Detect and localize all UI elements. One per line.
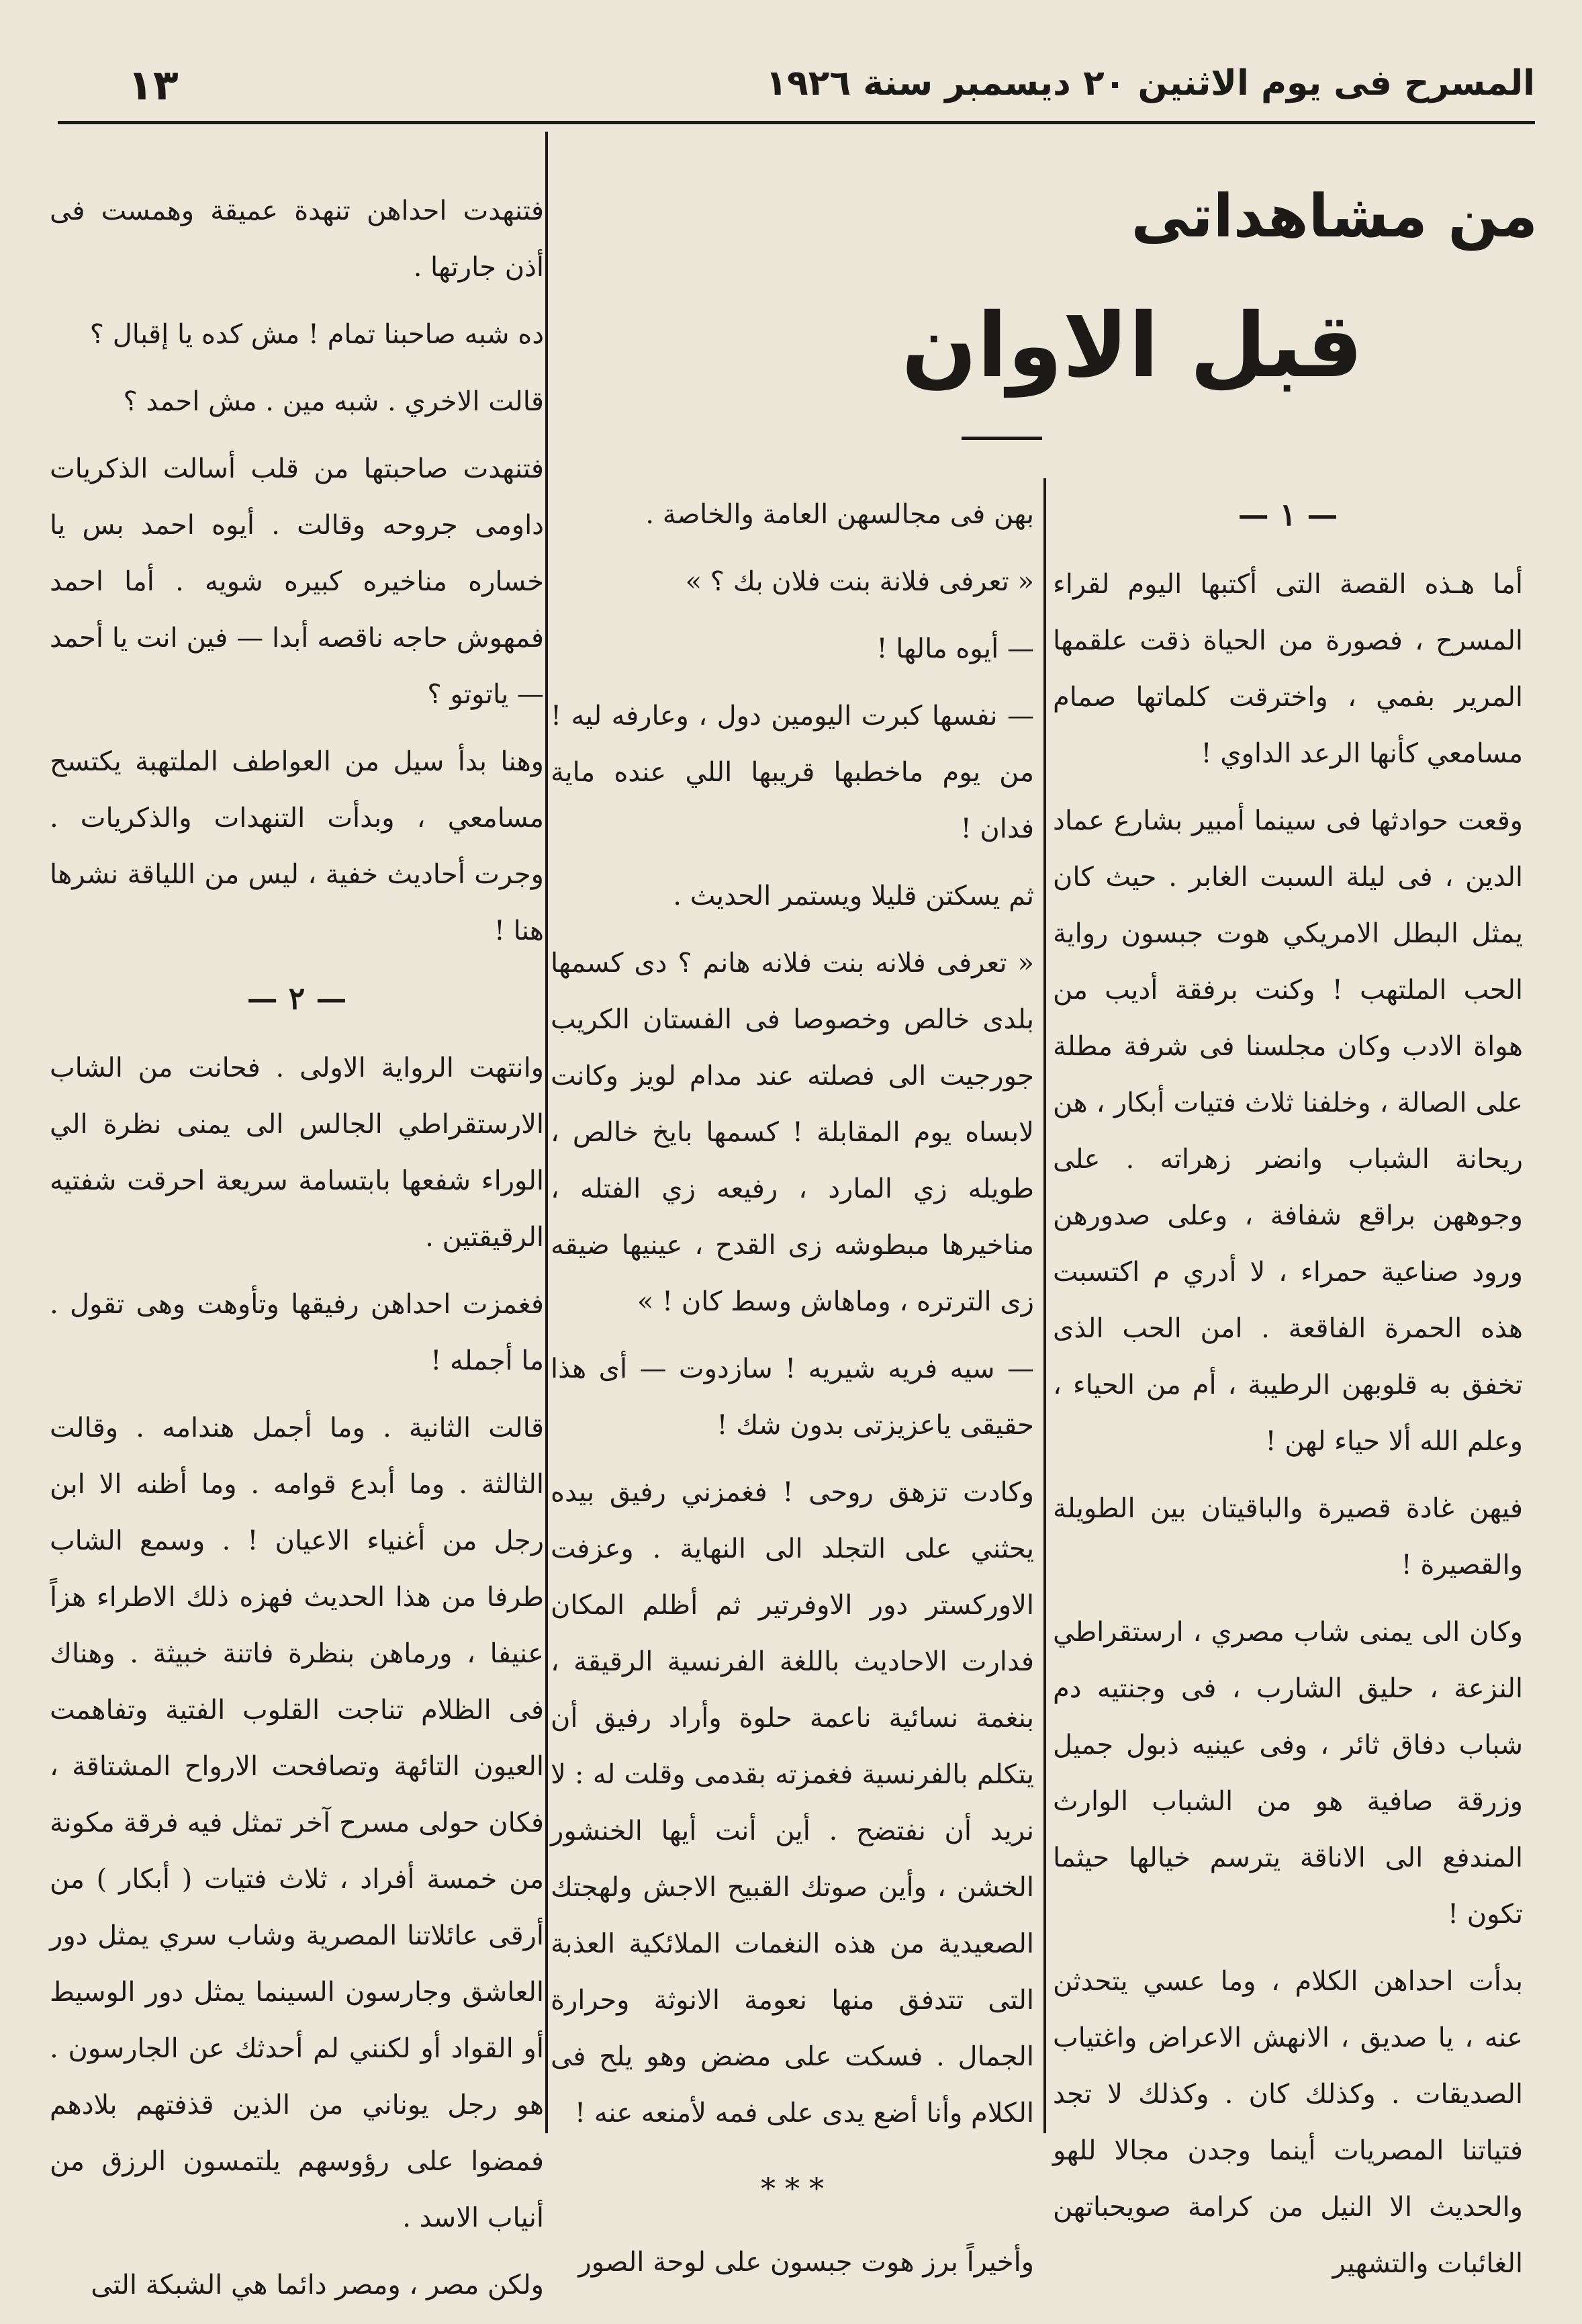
- paragraph: وأخيراً برز هوت جبسون على لوحة الصور: [578, 2247, 1034, 2278]
- paragraph: « تعرفى فلانة بنت فلان بك ؟ »: [685, 566, 1034, 597]
- section-number-1: — ١ —: [1238, 496, 1338, 533]
- paragraph: — أيوه مالها !: [876, 633, 1034, 664]
- column-divider-left: [545, 132, 548, 2133]
- page-number: ١٣: [128, 60, 179, 109]
- section-number-2: — ٢ —: [246, 980, 347, 1016]
- paragraph: وكان الى يمنى شاب مصري ، ارستقراطي النزعة ، حليق الشارب ، فى وجنتيه دم شباب دفاق ثائر ، وفى عينيه ذبول جميل وزرقة صافية هو من الشباب الوارث المندفع الى الاناقة يترسم خيالها حيثما تكون !: [1053, 1617, 1523, 1930]
- paragraph: فغمزت احداهن رفيقها وتأوهت وهى تقول . ما أجمله !: [50, 1289, 544, 1376]
- paragraph: فتنهدت احداهن تنهدة عميقة وهمست فى أذن جارتها .: [50, 195, 544, 283]
- paragraph: ولكن مصر ، ومصر دائما هي الشبكة التى: [91, 2270, 544, 2300]
- paragraph: بهن فى مجالسهن العامة والخاصة .: [645, 499, 1034, 530]
- paragraph: قالت الاخري . شبه مين . مش احمد ؟: [123, 386, 544, 417]
- paragraph: — نفسها كبرت اليومين دول ، وعارفه ليه ! من يوم ماخطبها قريبها اللي عنده ماية فدان !: [551, 701, 1034, 844]
- column-left: [50, 183, 544, 2324]
- paragraph: وقعت حوادثها فى سينما أمبير بشارع عماد الدين ، فى ليلة السبت الغابر . حيث كان يمثل البطل الامريكي هوت جبسون رواية الحب الملتهب ! وكنت برفقة أديب من هواة الادب وكان مجلسنا فى شرفة مطلة على الصالة ، وخلفنا ثلاث فتيات أبكار ، هن ريحانة الشباب وانضر زهراته . على وجوههن براقع شفافة ، وعلى صدورهن ورود صناعية حمراء ، لا أدري م اكتسبت هذه الحمرة الفاقعة . امن الحب الذى تخفق به قلوبهن الرطيبة ، أم من الحياء ، وعلم الله ألا حياء لهن !: [1053, 805, 1523, 1457]
- paragraph: قالت الثانية . وما أجمل هندامه . وقالت الثالثة . وما أبدع قوامه . وما أظنه الا ابن رجل من أغنياء الاعيان ! . وسمع الشاب طرفا من هذا الحديث فهزه ذلك الاطراء هزاً عنيفا ، ورماهن بنظرة فاتنة خبيثة . وهناك فى الظلام تناجت القلوب الفتية وتفاهمت العيون التائهة وتصافحت الارواح المشتاقة ، فكان حولى مسرح آخر تمثل فيه فرقة مكونة من خمسة أفراد ، ثلاث فتيات ( أبكار ) من أرقى عائلاتنا المصرية وشاب سري يمثل دور العاشق وجارسون السينما يمثل دور الوسيط أو القواد أو لكنني لم أحدثك عن الجارسون . هو رجل يوناني من الذين قذفتهم بلادهم فمضوا على رؤوسهم يلتمسون الرزق من أنياب الاسد .: [50, 1413, 545, 2233]
- paragraph: فتنهدت صاحبتها من قلب أسالت الذكريات داومى جروحه وقالت . أيوه احمد بس يا خساره مناخيره كبيره شويه . أما احمد فمهوش حاجه ناقصه أبدا — فين انت يا أحمد — ياتوتو ؟: [50, 453, 544, 710]
- paragraph: — سيه فريه شيريه ! سازدوت — أى هذا حقيقى ياعزيزتى بدون شك !: [551, 1353, 1034, 1441]
- column-right: [1053, 486, 1523, 2303]
- paragraph: أما هـذه القصة التى أكتبها اليوم لقراء المسرح ، فصورة من الحياة ذقت علقمها المرير بفمي ، واخترقت كلماتها صمام مسامعي كأنها الرعد الداوي !: [1053, 569, 1523, 769]
- paragraph: ثم يسكتن قليلا ويستمر الحديث .: [673, 881, 1034, 911]
- paragraph: فيهن غادة قصيرة والباقيتان بين الطويلة والقصيرة !: [1053, 1493, 1523, 1580]
- paragraph: ده شبه صاحبنا تمام ! مش كده يا إقبال ؟: [89, 319, 544, 350]
- article-headline: قبل الاوان: [901, 294, 1363, 398]
- headline-separator: [962, 437, 1042, 440]
- column-middle: [551, 486, 1034, 2301]
- paragraph: « تعرفى فلانه بنت فلانه هانم ؟ دى كسمها بلدى خالص وخصوصا فى الفستان الكريب جورجيت الى فصلته عند مدام لويز وكانت لابساه يوم المقابلة ! كسمها بايخ خالص ، طويله زي المارد ، رفيعه زي الفتله ، مناخيرها مبطوشه زى القدح ، عينيها ضيقه زى الترتره ، وماهاش وسط كان ! »: [551, 948, 1034, 1317]
- paragraph: بدأت احداهن الكلام ، وما عسي يتحدثن عنه ، يا صديق ، الانهش الاعراض واغتياب الصديقات . وكذلك كان . وكذلك لا تجد فتياتنا المصريات أينما وجدن مجالا للهو والحديث الا النيل من كرامة صويحباتهن الغائبات والتشهير: [1053, 1966, 1524, 2279]
- article-kicker: من مشاهداتى: [1131, 181, 1538, 251]
- header-rule: [58, 121, 1535, 124]
- paragraph: وانتهت الرواية الاولى . فحانت من الشاب الارستقراطي الجالس الى يمنى نظرة الي الوراء شفعها بابتسامة سريعة احرقت شفتيه الرقيقتين .: [50, 1053, 544, 1253]
- paragraph: وكادت تزهق روحى ! فغمزني رفيق بيده يحثني على التجلد الى النهاية . وعزفت الاوركستر دور الاوفرتير ثم أظلم المكان فدارت الاحاديث باللغة الفرنسية الرقيقة ، بنغمة نسائية ناعمة حلوة وأراد رفيق أن يتكلم بالفرنسية فغمزته بقدمى وقلت له : لا نريد أن نفتضح . أين أنت أيها الخنشور الخشن ، وأين صوتك القبيح الاجش ولهجتك الصعيدية من هذه النغمات الملائكية العذبة التى تتدفق منها نعومة الانوثة وحرارة الجمال . فسكت على مضض وهو يلح فى الكلام وأنا أضع يدى على فمه لأمنعه عنه !: [551, 1477, 1034, 2129]
- running-header: [60, 56, 1535, 124]
- header-title: المسرح فى يوم الاثنين ٢٠ ديسمبر سنة ١٩٢٦: [765, 63, 1535, 103]
- column-divider-right: [1043, 478, 1046, 2133]
- section-stars: * * *: [761, 2172, 824, 2206]
- paragraph: وهنا بدأ سيل من العواطف الملتهبة يكتسح مسامعي ، وبدأت التنهدات والذكريات . وجرت أحاديث خفية ، ليس من اللياقة نشرها هنا !: [50, 746, 544, 946]
